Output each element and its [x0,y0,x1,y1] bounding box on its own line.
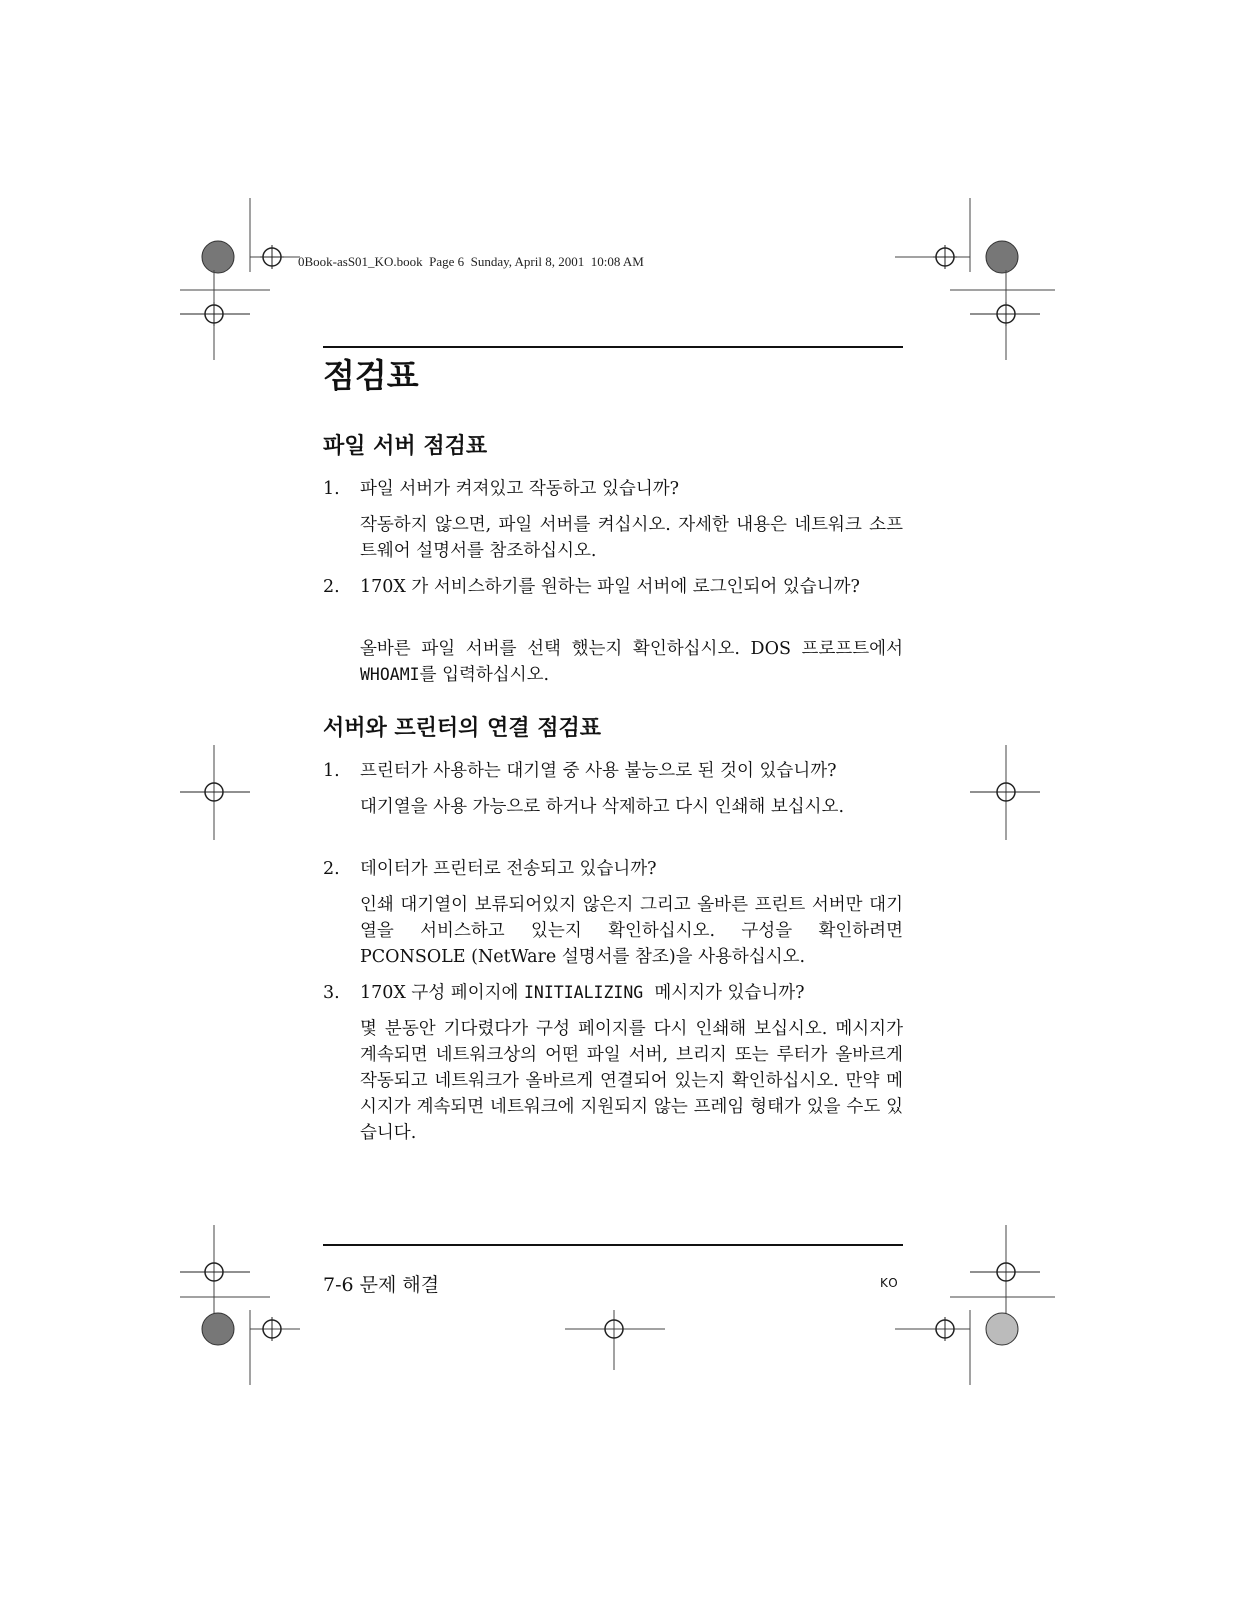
item-answer: 몇 분동안 기다렸다가 구성 페이지를 다시 인쇄해 보십시오. 메시지가 계속되면 네트워크상의 어떤 파일 서버, 브리지 또는 루터가 올바르게 작동되고 네트워크가 올바르게 연결되어 있는지 확인하십시오. 만약 메시지가 계속되면 네트워크에 지원되지 않는 프레임 형태가 있을 수도 있습니다. [360,1019,903,1143]
item-question: 파일 서버가 켜져있고 작동하고 있습니까? [360,479,680,499]
print-header: 0Book-asS01_KO.book Page 6 Sunday, April 8, 2001 10:08 AM [298,254,644,269]
answer-text: 를 입력하십시오. [419,665,550,685]
question-text: 메시지가 있습니까? [643,983,805,1003]
spoke-target-icon [202,241,234,273]
footer-lang-code: KO [880,1276,899,1290]
page-title: 점검표 [323,356,419,395]
item-question [360,980,903,1006]
spoke-target-icon [986,1313,1018,1345]
message-code: INITIALIZING [523,983,644,1002]
item-answer [360,636,903,688]
list-item [323,980,903,1006]
item-number: 2. [323,859,340,879]
section-title-server-printer: 서버와 프린터의 연결 점검표 [323,715,602,741]
item-number: 2. [323,577,340,597]
spoke-target-icon [986,241,1018,273]
list-item [323,856,903,882]
section-title-file-server: 파일 서버 점검표 [323,433,488,459]
item-number: 1. [323,761,340,781]
item-number: 1. [323,479,340,499]
item-answer: 대기열을 사용 가능으로 하거나 삭제하고 다시 인쇄해 보십시오. [360,797,845,817]
list-item [323,758,903,784]
item-answer: 인쇄 대기열이 보류되어있지 않은지 그리고 올바른 프린트 서버만 대기열을 서비스하고 있는지 확인하십시오. 구성을 확인하려면 PCONSOLE (NetWare 설명서를 참조)을 사용하십시오. [360,895,903,967]
list-item [323,476,903,502]
answer-text: 올바른 파일 서버를 선택 했는지 확인하십시오. DOS 프로프트에서 [360,639,903,659]
command-code: WHOAMI [360,665,420,684]
item-number: 3. [323,983,340,1003]
bottom-rule [323,1244,903,1246]
footer-page-label: 7-6 문제 해결 [323,1274,440,1296]
item-answer: 작동하지 않으면, 파일 서버를 켜십시오. 자세한 내용은 네트워크 소프트웨어 설명서를 참조하십시오. [360,515,903,561]
list-item [323,574,903,600]
item-question: 170X 가 서비스하기를 원하는 파일 서버에 로그인되어 있습니까? [360,577,860,597]
question-text: 170X 구성 페이지에 [360,983,524,1003]
spoke-target-icon [202,1313,234,1345]
item-question: 데이터가 프린터로 전송되고 있습니까? [360,859,657,879]
item-question: 프린터가 사용하는 대기열 중 사용 불능으로 된 것이 있습니까? [360,761,837,781]
top-rule [323,346,903,348]
